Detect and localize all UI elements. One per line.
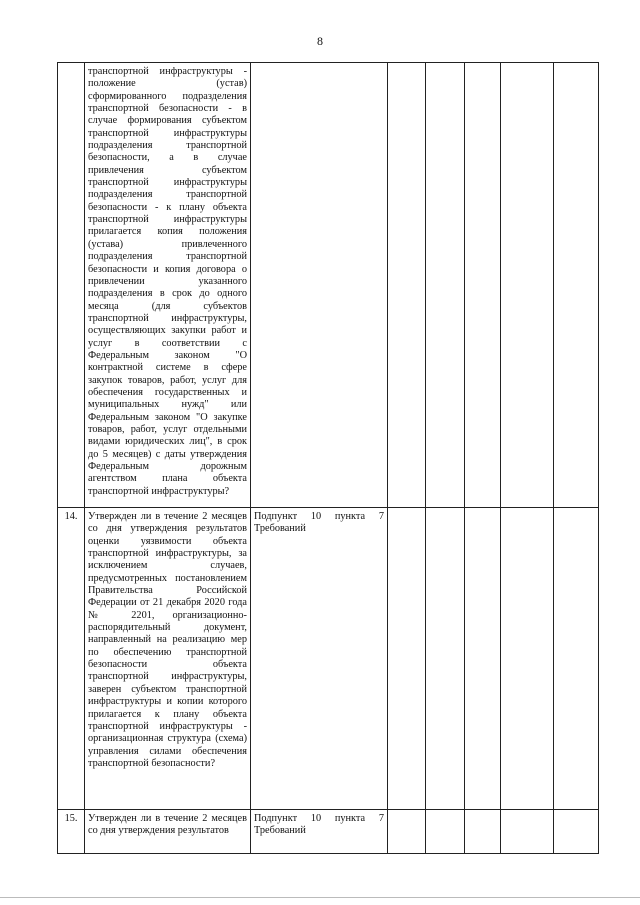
answer-cell <box>501 508 554 810</box>
answer-cell <box>426 508 465 810</box>
answer-cell <box>554 63 599 508</box>
question-cell: Утвержден ли в течение 2 месяцев со дня утверждения результатов <box>85 810 251 854</box>
answer-cell <box>388 810 426 854</box>
answer-cell <box>554 508 599 810</box>
answer-cell <box>465 508 501 810</box>
basis-cell <box>251 63 388 508</box>
basis-cell: Подпункт 10 пункта 7 Требований <box>251 810 388 854</box>
answer-cell <box>388 508 426 810</box>
table-row <box>58 63 599 508</box>
answer-cell <box>465 63 501 508</box>
answer-cell <box>501 63 554 508</box>
question-cell: Утвержден ли в течение 2 месяцев со дня утверждения результатов оценки уязвимости объекта транспортной инфраструктуры, за исключением случаев, предусмотренных постановлением Правительства Российской Федерации от 21 декабря 2020 года № 2201, организационно-распорядительный документ, направленный на реализацию мер по обеспечению транспортной безопасности объекта транспортной инфраструктуры, заверен субъектом транспортной инфраструктуры и копии которого прилагается к плану объекта транспортной инфраструктуры - организационная структура (схема) управления силами обеспечения транспортной безопасности? <box>85 508 251 810</box>
row-number: 15. <box>58 810 85 854</box>
basis-cell: Подпункт 10 пункта 7 Требований <box>251 508 388 810</box>
question-cell: транспортной инфраструктуры - положение (устав) сформированного подразделения транспортной безопасности - в случае формирования субъектом транспортной инфраструктуры подразделения транспортной безопасности, а в случае привлечения субъектом транспортной инфраструктуры подразделения транспортной безопасности - к плану объекта транспортной инфраструктуры прилагается копия положения (устава) привлеченного подразделения транспортной безопасности и копия договора о привлечении указанного подразделения в срок до одного месяца (для субъектов транспортной инфраструктуры, осуществляющих закупки работ и услуг в соответствии с Федеральным законом "О контрактной системе в сфере закупок товаров, работ, услуг для обеспечения государственных и муниципальных нужд" или Федеральным законом "О закупке товаров, работ, услуг отдельными видами юридических лиц", в срок до 5 месяцев) с даты утверждения Федеральным дорожным агентством плана объекта транспортной инфраструктуры? <box>85 63 251 508</box>
scan-edge-line <box>0 897 640 898</box>
row-number: 14. <box>58 508 85 810</box>
answer-cell <box>501 810 554 854</box>
row-number <box>58 63 85 508</box>
page-number: 8 <box>317 34 323 48</box>
answer-cell <box>465 810 501 854</box>
table-row <box>58 810 599 854</box>
checklist-table <box>57 62 599 854</box>
answer-cell <box>554 810 599 854</box>
table-row <box>58 508 599 810</box>
answer-cell <box>426 63 465 508</box>
answer-cell <box>388 63 426 508</box>
answer-cell <box>426 810 465 854</box>
